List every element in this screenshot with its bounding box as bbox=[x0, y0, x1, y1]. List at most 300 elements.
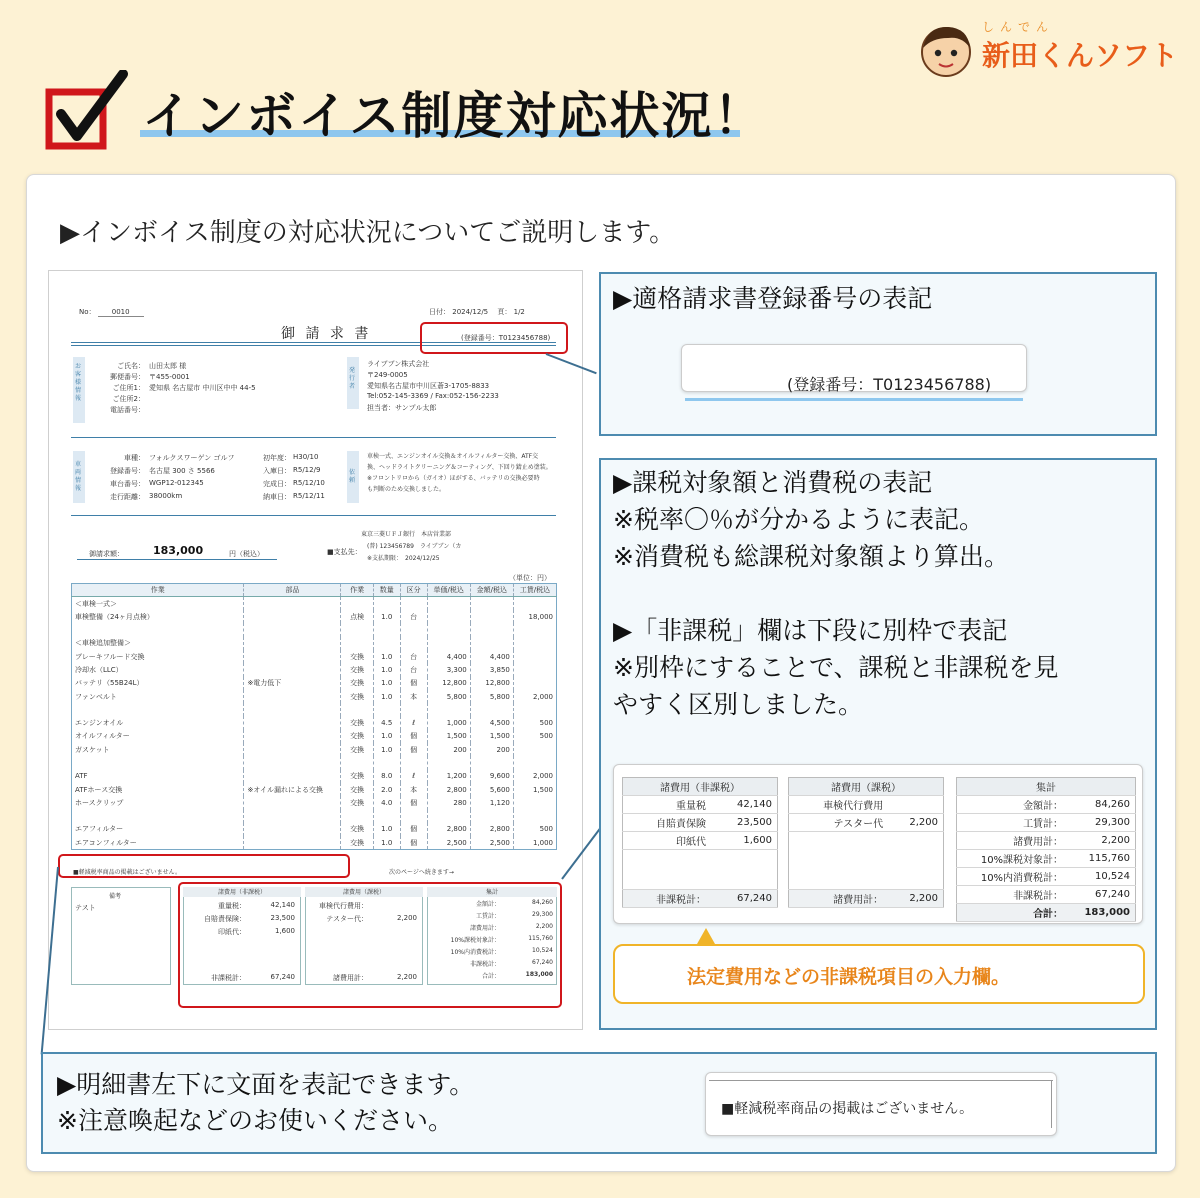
mini-label: 車検代行費用： bbox=[319, 902, 368, 910]
totals-row bbox=[957, 796, 1136, 814]
mini-title: 諸費用（非課税） bbox=[183, 887, 301, 897]
mini-total: 2,200 bbox=[396, 973, 417, 981]
mini-label: 合計： bbox=[481, 973, 500, 980]
mini-label: 金額計： bbox=[475, 901, 500, 908]
grid-cell: エアコンフィルター bbox=[72, 836, 244, 849]
grid-cell: 2,500 bbox=[427, 836, 470, 849]
grid-cell: 200 bbox=[470, 743, 513, 756]
grid-cell bbox=[470, 623, 513, 636]
grid-cell bbox=[373, 756, 400, 769]
totals-value: 2,200 bbox=[1068, 832, 1135, 850]
checkmark-icon bbox=[45, 70, 129, 150]
table-row bbox=[72, 703, 557, 716]
grid-cell: 8.0 bbox=[373, 770, 400, 783]
amount-value: 183,000 bbox=[153, 544, 204, 557]
vehicle-label: 走行距離： bbox=[110, 493, 145, 501]
grid-cell bbox=[341, 703, 373, 716]
grid-cell: 12,800 bbox=[470, 677, 513, 690]
grid-header: 作業 bbox=[72, 584, 244, 597]
grid-cell: 個 bbox=[400, 796, 427, 809]
mini-value: 2,200 bbox=[535, 923, 553, 930]
totals-label: 工賃計： bbox=[957, 814, 1069, 832]
mini-title: 諸費用（課税） bbox=[305, 887, 423, 897]
grid-cell: 1,500 bbox=[427, 730, 470, 743]
customer-label: ご氏名： bbox=[117, 362, 145, 370]
mini-title: 集計 bbox=[427, 887, 557, 897]
grid-cell: 1,000 bbox=[513, 836, 556, 849]
invoice-footnote: ■軽減税率商品の掲載はございません。 bbox=[73, 869, 182, 876]
totals-row bbox=[957, 868, 1136, 886]
grid-cell bbox=[244, 703, 341, 716]
grid-cell: 車検整備（24ヶ月点検） bbox=[72, 610, 244, 623]
grid-cell bbox=[470, 810, 513, 823]
table-row bbox=[72, 597, 557, 610]
table-row bbox=[72, 716, 557, 729]
totals-label: 諸費用計： bbox=[957, 832, 1069, 850]
grid-cell bbox=[427, 637, 470, 650]
callout-footer bbox=[41, 1052, 1157, 1154]
remarks-text: テスト bbox=[75, 904, 96, 912]
invoice-items-table bbox=[71, 583, 557, 850]
grid-header: 単価/税込 bbox=[427, 584, 470, 597]
grid-cell: 1.0 bbox=[373, 650, 400, 663]
grid-cell: 500 bbox=[513, 716, 556, 729]
grid-cell: 本 bbox=[400, 783, 427, 796]
unit-note: （単位：円） bbox=[509, 574, 551, 582]
grid-header: 区分 bbox=[400, 584, 427, 597]
grid-cell: 4,400 bbox=[470, 650, 513, 663]
grid-cell bbox=[427, 597, 470, 610]
grid-cell bbox=[400, 810, 427, 823]
grid-cell: 280 bbox=[427, 796, 470, 809]
mini-label: 重量税： bbox=[218, 902, 246, 910]
mini-total-label: 諸費用計： bbox=[333, 974, 368, 982]
grid-cell bbox=[513, 743, 556, 756]
mascot-face-icon bbox=[918, 22, 974, 78]
totals-row bbox=[957, 904, 1136, 922]
totals-row bbox=[957, 814, 1136, 832]
grid-cell: 個 bbox=[400, 743, 427, 756]
grid-cell: 2,000 bbox=[513, 770, 556, 783]
grid-cell bbox=[244, 623, 341, 636]
issuer-line: 担当者：サンプル太郎 bbox=[367, 404, 437, 412]
pay-label: ■支払先： bbox=[327, 548, 362, 556]
issuer-line: 愛知県名古屋市中川区蒼3-1705-8833 bbox=[367, 382, 490, 390]
mini-label: 諸費用計： bbox=[469, 925, 500, 932]
grid-cell: オイルフィルター bbox=[72, 730, 244, 743]
table-row bbox=[72, 623, 557, 636]
next-page-note: 次のページへ続きます→ bbox=[389, 869, 454, 876]
grid-cell bbox=[400, 597, 427, 610]
grid-cell: 2.0 bbox=[373, 783, 400, 796]
grid-cell: ※オイル漏れによる交換 bbox=[244, 783, 341, 796]
table-row bbox=[72, 730, 557, 743]
mini-value: 2,200 bbox=[396, 914, 417, 922]
vehicle-value: フォルクスワーゲン ゴルフ bbox=[149, 454, 235, 462]
grid-cell bbox=[244, 597, 341, 610]
customer-value: 山田太郎 様 bbox=[149, 362, 187, 370]
grid-cell: 本 bbox=[400, 690, 427, 703]
reg-sample-text: (登録番号：T0123456788) bbox=[787, 375, 992, 394]
grid-cell: ガスケット bbox=[72, 743, 244, 756]
grid-cell: 500 bbox=[513, 730, 556, 743]
grid-cell: ATFホース交換 bbox=[72, 783, 244, 796]
grid-cell: 交換 bbox=[341, 716, 373, 729]
invoice-no-label: No： bbox=[79, 308, 96, 316]
issuer-line: Tel:052-145-3369 / Fax:052-156-2233 bbox=[367, 392, 499, 400]
mini-value: 1,600 bbox=[274, 927, 295, 935]
grid-header: 数量 bbox=[373, 584, 400, 597]
grid-cell: ※電力低下 bbox=[244, 677, 341, 690]
mini-value: 29,300 bbox=[532, 911, 553, 918]
bank-line: ※支払期限： 2024/12/25 bbox=[367, 555, 440, 562]
issuer-tag: 発行者 bbox=[349, 367, 356, 390]
grid-cell bbox=[72, 756, 244, 769]
request-line: ※フロントリロから（ガイオ）ほがする、バッテリの交換必要時 bbox=[367, 475, 540, 482]
page-title: インボイス制度対応状況！ bbox=[142, 87, 766, 145]
grid-header: 金額/税込 bbox=[470, 584, 513, 597]
totals-summary bbox=[956, 777, 1136, 922]
invoice-page-label: 頁： bbox=[497, 308, 512, 316]
grid-cell bbox=[427, 610, 470, 623]
table-row bbox=[72, 756, 557, 769]
remarks-title: 備考 bbox=[109, 893, 122, 900]
totals-title: 集計 bbox=[957, 778, 1136, 796]
grid-cell bbox=[470, 756, 513, 769]
mini-value: 115,760 bbox=[528, 935, 553, 942]
misc-summary: 諸費用（課税） 車検代行費用 テスター代 2,200 諸費用計： 2,200 bbox=[788, 777, 944, 908]
grid-cell: 個 bbox=[400, 730, 427, 743]
nontax-title: 諸費用（非課税） bbox=[623, 778, 778, 796]
summary-highlight bbox=[178, 882, 562, 1008]
customer-value: 〒455-0001 bbox=[149, 373, 190, 381]
totals-value: 183,000 bbox=[1068, 904, 1135, 922]
grid-cell: 9,600 bbox=[470, 770, 513, 783]
vehicle-label: 完成日： bbox=[263, 480, 291, 488]
grid-cell: ℓ bbox=[400, 716, 427, 729]
grid-cell: 3,850 bbox=[470, 663, 513, 676]
grid-cell: 台 bbox=[400, 650, 427, 663]
mini-label: 10%内消費税計： bbox=[450, 949, 500, 956]
mini-value: 183,000 bbox=[525, 971, 553, 978]
totals-value: 10,524 bbox=[1068, 868, 1135, 886]
grid-cell: 4,500 bbox=[470, 716, 513, 729]
grid-cell bbox=[513, 597, 556, 610]
grid-cell: 2,800 bbox=[470, 823, 513, 836]
table-row bbox=[72, 770, 557, 783]
grid-cell bbox=[470, 610, 513, 623]
grid-cell bbox=[513, 650, 556, 663]
grid-cell: 個 bbox=[400, 836, 427, 849]
grid-cell bbox=[72, 703, 244, 716]
grid-cell bbox=[244, 770, 341, 783]
issuer-line: 〒249-0005 bbox=[367, 371, 408, 379]
grid-cell: 1.0 bbox=[373, 690, 400, 703]
grid-header: 工賃/税込 bbox=[513, 584, 556, 597]
request-line: 換、ヘッドライトクリーニング＆コーティング、下回り錆止め塗装。 bbox=[367, 464, 552, 471]
totals-row bbox=[957, 886, 1136, 904]
table-row bbox=[72, 663, 557, 676]
issuer-line: ライブブン株式会社 bbox=[367, 360, 430, 368]
grid-cell bbox=[373, 703, 400, 716]
grid-cell: 冷却水（LLC） bbox=[72, 663, 244, 676]
grid-cell: 交換 bbox=[341, 690, 373, 703]
mini-value: 10,524 bbox=[532, 947, 553, 954]
totals-label: 10%内消費税計： bbox=[957, 868, 1069, 886]
vehicle-value: WGP12-012345 bbox=[149, 479, 204, 487]
grid-header: 作業 bbox=[341, 584, 373, 597]
grid-cell bbox=[427, 810, 470, 823]
grid-cell: 1,120 bbox=[470, 796, 513, 809]
tax-callout-line: ※消費税も総課税対象額より算出。 bbox=[613, 542, 1009, 571]
vehicle-value: R5/12/10 bbox=[293, 479, 325, 487]
logo-text: 新田くんソフト bbox=[982, 39, 1179, 72]
mini-value: 84,260 bbox=[532, 899, 553, 906]
vehicle-value: 38000km bbox=[149, 492, 183, 500]
grid-cell: 1.0 bbox=[373, 836, 400, 849]
nontax-summary: 諸費用（非課税） 重量税 42,140 自賠責保険 23,500 印紙代 1,600 非課税計： 67,240 bbox=[622, 777, 778, 908]
table-row bbox=[72, 836, 557, 849]
grid-cell bbox=[513, 756, 556, 769]
mini-label: 印紙代： bbox=[218, 928, 246, 936]
grid-cell: ファンベルト bbox=[72, 690, 244, 703]
customer-value: 愛知県 名古屋市 中川区中中 44-5 bbox=[149, 384, 256, 392]
grid-cell: 交換 bbox=[341, 663, 373, 676]
grid-cell: エアフィルター bbox=[72, 823, 244, 836]
grid-cell: 1,500 bbox=[513, 783, 556, 796]
tax-callout-line: やすく区別しました。 bbox=[613, 690, 864, 719]
grid-cell bbox=[341, 756, 373, 769]
logo-ruby: しんでん bbox=[982, 20, 1055, 34]
bank-line: (普) 123456789 ライブブン（カ bbox=[367, 543, 462, 550]
vehicle-label: 初年度： bbox=[263, 454, 291, 462]
totals-row bbox=[957, 832, 1136, 850]
grid-cell: 点検 bbox=[341, 610, 373, 623]
customer-label: ご住所1： bbox=[112, 384, 145, 392]
grid-cell: ブレーキフルード交換 bbox=[72, 650, 244, 663]
grid-cell bbox=[244, 610, 341, 623]
vehicle-value: H30/10 bbox=[293, 453, 319, 461]
grid-cell: 台 bbox=[400, 663, 427, 676]
grid-cell: 交換 bbox=[341, 730, 373, 743]
totals-row bbox=[957, 850, 1136, 868]
grid-cell: 500 bbox=[513, 823, 556, 836]
grid-cell bbox=[513, 623, 556, 636]
grid-cell: 3,300 bbox=[427, 663, 470, 676]
grid-cell: 交換 bbox=[341, 770, 373, 783]
table-row bbox=[72, 796, 557, 809]
grid-cell: 2,800 bbox=[427, 783, 470, 796]
request-tag: 依頼 bbox=[349, 469, 356, 484]
reg-number-highlight bbox=[420, 322, 568, 354]
totals-value: 84,260 bbox=[1068, 796, 1135, 814]
grid-cell: ホースクリップ bbox=[72, 796, 244, 809]
grid-cell bbox=[400, 756, 427, 769]
vehicle-value: R5/12/9 bbox=[293, 466, 321, 474]
grid-cell bbox=[244, 650, 341, 663]
invoice-date: 2024/12/5 bbox=[452, 308, 489, 316]
grid-cell bbox=[400, 623, 427, 636]
grid-header: 部品 bbox=[244, 584, 341, 597]
grid-cell bbox=[373, 623, 400, 636]
grid-cell: 4,400 bbox=[427, 650, 470, 663]
invoice-reg-number: (登録番号：T0123456788) bbox=[461, 334, 551, 342]
table-row bbox=[72, 810, 557, 823]
grid-cell: 5,800 bbox=[470, 690, 513, 703]
grid-cell: ＜車検追加整備＞ bbox=[72, 637, 244, 650]
invoice-title: 御 請 求 書 bbox=[281, 326, 372, 342]
table-row bbox=[72, 610, 557, 623]
bank-line: 東京三菱ＵＦＪ銀行 本店営業部 bbox=[361, 531, 452, 538]
grid-cell: 1,200 bbox=[427, 770, 470, 783]
totals-label: 10%課税対象計： bbox=[957, 850, 1069, 868]
customer-label: ご住所2： bbox=[112, 395, 145, 403]
table-row bbox=[72, 783, 557, 796]
grid-cell: バッテリ（55B24L） bbox=[72, 677, 244, 690]
vehicle-value: 名古屋 300 さ 5566 bbox=[149, 467, 215, 475]
table-row bbox=[72, 823, 557, 836]
mini-label: 非課税計： bbox=[469, 961, 500, 968]
misc-title: 諸費用（課税） bbox=[789, 778, 944, 796]
mini-total-label: 非課税計： bbox=[211, 974, 246, 982]
grid-cell: ℓ bbox=[400, 770, 427, 783]
grid-cell: 個 bbox=[400, 677, 427, 690]
grid-cell bbox=[341, 810, 373, 823]
tax-callout-line: ▶「非課税」欄は下段に別枠で表記 bbox=[613, 616, 1008, 645]
vehicle-label: 登録番号： bbox=[110, 467, 145, 475]
grid-cell bbox=[513, 703, 556, 716]
tax-callout-line: ※別枠にすることで、課税と非課税を見 bbox=[613, 653, 1059, 682]
grid-cell bbox=[341, 637, 373, 650]
table-row bbox=[72, 743, 557, 756]
vehicle-label: 車種： bbox=[124, 454, 145, 462]
mini-label: 工賃計： bbox=[475, 913, 500, 920]
grid-cell bbox=[72, 623, 244, 636]
grid-cell: 1.0 bbox=[373, 677, 400, 690]
tax-callout-line: ▶課税対象額と消費税の表記 bbox=[613, 468, 933, 497]
grid-cell bbox=[513, 677, 556, 690]
grid-cell bbox=[470, 703, 513, 716]
grid-cell: 交換 bbox=[341, 677, 373, 690]
grid-cell: 台 bbox=[400, 610, 427, 623]
grid-cell bbox=[244, 637, 341, 650]
vehicle-tag: 車両情報 bbox=[75, 461, 82, 492]
grid-cell bbox=[427, 756, 470, 769]
table-row bbox=[72, 690, 557, 703]
grid-cell bbox=[400, 703, 427, 716]
mini-value: 67,240 bbox=[532, 959, 553, 966]
grid-cell: 2,500 bbox=[470, 836, 513, 849]
footnote-highlight bbox=[58, 854, 350, 878]
table-row bbox=[72, 650, 557, 663]
grid-cell: 2,800 bbox=[427, 823, 470, 836]
totals-value: 29,300 bbox=[1068, 814, 1135, 832]
customer-label: 電話番号： bbox=[110, 406, 145, 414]
tax-callout-line: ※税率〇％が分かるように表記。 bbox=[613, 505, 984, 534]
totals-label: 合計： bbox=[957, 904, 1069, 922]
grid-cell bbox=[513, 796, 556, 809]
grid-cell bbox=[244, 810, 341, 823]
vehicle-label: 納車日： bbox=[263, 493, 291, 501]
grid-cell: 1.0 bbox=[373, 663, 400, 676]
grid-cell: 4.5 bbox=[373, 716, 400, 729]
invoice-no: 0010 bbox=[98, 308, 144, 317]
nontax-note: 法定費用などの非課税項目の入力欄。 bbox=[687, 966, 1011, 988]
grid-cell: 交換 bbox=[341, 823, 373, 836]
callout-registration-heading: ▶適格請求書登録番号の表記 bbox=[613, 284, 933, 313]
footer-sample: ■軽減税率商品の掲載はございません。 bbox=[721, 1101, 974, 1117]
grid-cell bbox=[72, 810, 244, 823]
request-line: も判断のため交換しました。 bbox=[367, 486, 446, 493]
grid-cell bbox=[513, 810, 556, 823]
grid-cell bbox=[244, 690, 341, 703]
grid-cell: 2,000 bbox=[513, 690, 556, 703]
mini-label: テスター代： bbox=[326, 915, 368, 923]
grid-cell bbox=[244, 663, 341, 676]
grid-cell bbox=[513, 637, 556, 650]
grid-cell: 交換 bbox=[341, 796, 373, 809]
grid-cell: エンジンオイル bbox=[72, 716, 244, 729]
grid-cell bbox=[244, 716, 341, 729]
grid-cell bbox=[373, 810, 400, 823]
customer-tag: お客様情報 bbox=[75, 363, 82, 402]
grid-cell: 5,800 bbox=[427, 690, 470, 703]
totals-value: 67,240 bbox=[1068, 886, 1135, 904]
grid-cell: 交換 bbox=[341, 836, 373, 849]
callout-registration bbox=[599, 272, 1157, 436]
grid-cell: 交換 bbox=[341, 783, 373, 796]
grid-cell: ATF bbox=[72, 770, 244, 783]
invoice-page: 1/2 bbox=[513, 308, 525, 316]
amount-unit: 円（税込） bbox=[229, 550, 264, 558]
vehicle-label: 車台番号： bbox=[110, 480, 145, 488]
grid-cell: 18,000 bbox=[513, 610, 556, 623]
grid-cell bbox=[244, 796, 341, 809]
grid-cell: 4.0 bbox=[373, 796, 400, 809]
request-line: 車検一式、エンジンオイル交換＆オイルフィルター交換、ATF交 bbox=[367, 453, 539, 460]
grid-cell bbox=[244, 756, 341, 769]
mini-value: 23,500 bbox=[270, 914, 295, 922]
totals-label: 非課税計： bbox=[957, 886, 1069, 904]
totals-value: 115,760 bbox=[1068, 850, 1135, 868]
grid-cell bbox=[244, 836, 341, 849]
grid-cell bbox=[470, 597, 513, 610]
grid-cell: 交換 bbox=[341, 650, 373, 663]
footer-line-1: ▶明細書左下に文面を表記できます。 bbox=[57, 1070, 475, 1099]
grid-cell: ＜車検一式＞ bbox=[72, 597, 244, 610]
grid-cell: 12,800 bbox=[427, 677, 470, 690]
footer-line-2: ※注意喚起などのお使いください。 bbox=[57, 1106, 453, 1135]
grid-cell: 5,600 bbox=[470, 783, 513, 796]
vehicle-value: R5/12/11 bbox=[293, 492, 325, 500]
grid-cell: 1.0 bbox=[373, 730, 400, 743]
mini-value: 42,140 bbox=[270, 901, 295, 909]
table-row bbox=[72, 637, 557, 650]
grid-cell: 1,000 bbox=[427, 716, 470, 729]
grid-cell bbox=[341, 597, 373, 610]
grid-cell bbox=[244, 743, 341, 756]
customer-label: 郵便番号： bbox=[110, 373, 145, 381]
vehicle-label: 入庫日： bbox=[263, 467, 291, 475]
grid-cell: 個 bbox=[400, 823, 427, 836]
grid-cell bbox=[513, 663, 556, 676]
grid-cell bbox=[427, 703, 470, 716]
grid-cell bbox=[427, 623, 470, 636]
intro-text: ▶インボイス制度の対応状況についてご説明します。 bbox=[60, 218, 676, 248]
grid-cell bbox=[373, 637, 400, 650]
mini-total: 67,240 bbox=[270, 973, 295, 981]
invoice-date-label: 日付： bbox=[429, 308, 450, 316]
